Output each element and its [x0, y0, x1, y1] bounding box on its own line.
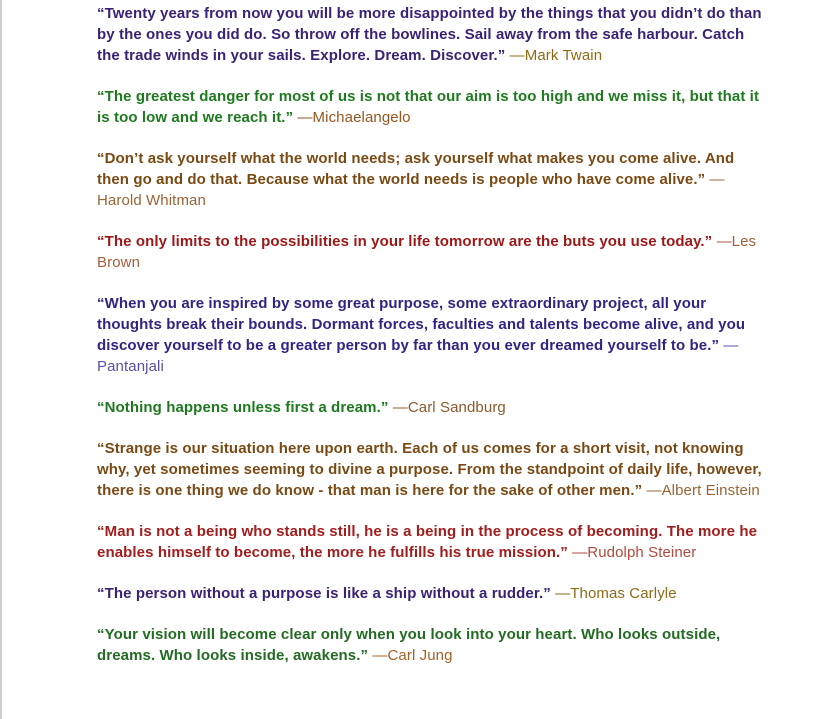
- quote-author: —Michaelangelo: [297, 109, 411, 126]
- quote-item-albert-einstein: [97, 438, 769, 501]
- quote-text: “When you are inspired by some great purpose, some extraordinary project, all your thoughts break their bounds. Dormant forces, faculties and talents become alive, and you discover yourself to be a greater person by far than you ever dreamed yourself to be.”: [97, 295, 746, 354]
- quote-item-carl-sandburg: [97, 397, 769, 418]
- quote-author: —Pantanjali: [97, 337, 739, 375]
- quote-text: “Nothing happens unless first a dream.”: [97, 399, 389, 416]
- quote-text: “The greatest danger for most of us is not that our aim is too high and we miss it, but that it is too low and we reach it.”: [97, 88, 760, 126]
- quote-text: “The person without a purpose is like a ship without a rudder.”: [97, 585, 551, 602]
- quote-item-rudolph-steiner: [97, 521, 769, 563]
- quote-item-michaelangelo: [97, 86, 769, 128]
- quote-author: —Mark Twain: [509, 47, 603, 64]
- quote-author: —Carl Jung: [372, 647, 453, 664]
- quote-text: “The only limits to the possibilities in your life tomorrow are the buts you use today.”: [97, 233, 713, 250]
- quote-text: “Don’t ask yourself what the world needs; ask yourself what makes you come alive. And then go and do that. Because what the world needs is people who have come alive.”: [97, 150, 735, 188]
- quote-text: “Twenty years from now you will be more disappointed by the things that you didn’t do than by the ones you did do. So throw off the bowlines. Sail away from the safe harbour. Catch the trade winds in your sails. Explore. Dream. Discover.”: [97, 5, 762, 64]
- quote-author: —Les Brown: [97, 233, 757, 271]
- quote-item-harold-whitman: [97, 148, 769, 211]
- quote-author: —Harold Whitman: [97, 171, 725, 209]
- quote-text: “Man is not a being who stands still, he is a being in the process of becoming. The more he enables himself to become, the more he fulfills his true mission.”: [97, 523, 758, 561]
- quote-author: —Thomas Carlyle: [555, 585, 677, 602]
- quote-author: —Rudolph Steiner: [572, 544, 697, 561]
- quote-text: “Strange is our situation here upon earth. Each of us comes for a short visit, not knowing why, yet sometimes seeming to divine a purpose. From the standpoint of daily life, however, there is one thing we do know - that man is here for the sake of other men.”: [97, 440, 762, 499]
- quote-author: —Albert Einstein: [646, 482, 760, 499]
- quote-text: “Your vision will become clear only when you look into your heart. Who looks outside, dreams. Who looks inside, awakens.”: [97, 626, 721, 664]
- quote-author: —Carl Sandburg: [392, 399, 506, 416]
- quote-item-thomas-carlyle: [97, 583, 769, 604]
- quote-item-pantanjali: [97, 293, 769, 377]
- quote-item-les-brown: [97, 231, 769, 273]
- left-edge-border: [0, 0, 2, 719]
- quotes-list: [97, 3, 769, 686]
- quote-item-mark-twain: [97, 3, 769, 66]
- quote-item-carl-jung: [97, 624, 769, 666]
